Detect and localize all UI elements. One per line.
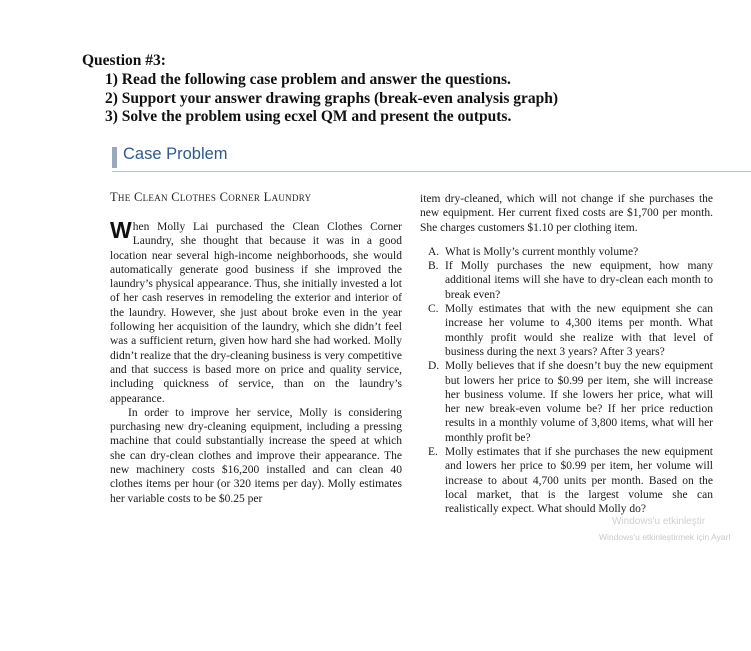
question-text: Molly estimates that if she purchases the new equipment and lowers her price to $0.99 per item, her volume will increase to about 4,700 units per month. Based on the local market, that is the largest volume she can realistically expect. What should Molly do? — [445, 446, 713, 516]
case-heading — [110, 190, 311, 205]
case-question-item — [420, 245, 713, 259]
question-text: If Molly purchases the new equipment, how many additional items will she have to dry-clean each month to break even? — [445, 260, 713, 301]
instruction-item: 1) Read the following case problem and answer the questions. — [105, 71, 511, 88]
section-divider — [112, 171, 751, 172]
question-text: Molly estimates that with the new equipment she can increase her volume to 4,300 items per month. What monthly profit would she realize with that level of business during the next 3 years? After 3 years? — [445, 303, 713, 358]
case-paragraph-1 — [110, 217, 402, 406]
question-letter: C. — [428, 303, 439, 316]
case-paragraph-continued: item dry-cleaned, which will not change if she purchases the new equipment. Her current fixed costs are $1,700 per month. She charges customers $1.10 per clothing item. — [420, 193, 713, 234]
case-questions — [420, 245, 713, 517]
activation-watermark-subtitle: Windows'u etkinleştirmek için Ayarl — [599, 532, 731, 542]
case-right-column — [420, 192, 713, 517]
question-letter: B. — [428, 260, 439, 273]
drop-cap: W — [110, 217, 132, 243]
case-question-item — [420, 259, 713, 302]
instruction-item: 3) Solve the problem using ecxel QM and present the outputs. — [105, 108, 512, 125]
case-question-item — [420, 302, 713, 359]
question-letter: A. — [428, 245, 440, 258]
case-question-item — [420, 359, 713, 445]
case-left-column — [110, 217, 402, 506]
case-problem-accent-bar — [112, 147, 117, 168]
activation-watermark-title: Windows'u etkinleştir — [612, 516, 706, 527]
question-title: Question #3: — [82, 52, 166, 69]
question-text: What is Molly’s current monthly volume? — [445, 245, 639, 258]
paragraph-1-text: hen Molly Lai purchased the Clean Clothes Corner Laundry, she thought that because it was in a good location near several high-income neighborhoods, she would automatically generate good business if she improved the laundry’s physical appearance. Thus, she initially invested a lot of her cash reserves in remodeling the exterior and interior of the laundry. However, she just about broke even in the year following her acquisition of the laundry, which she didn’t feel was a sufficient return, given how hard she had worked. Molly didn’t realize that the dry-cleaning business is very competitive and that success is based more on price and quality service, including quickness of service, than on the laundry’s appearance. — [110, 221, 402, 405]
case-question-item — [420, 445, 713, 516]
question-letter: D. — [428, 360, 440, 373]
instruction-list — [105, 71, 558, 127]
case-paragraph-2: In order to improve her service, Molly is considering purchasing new dry-cleaning equipment, including a pressing machine that could substantially increase the speed at which she can dry-clean clothes and improve their appearance. The new machinery costs $16,200 installed and can clean 40 clothes items per hour (or 320 items per day). Molly estimates her variable costs to be $0.25 per — [110, 406, 402, 505]
question-text: Molly believes that if she doesn’t buy the new equipment but lowers her price to $0.99 per item, she will increase her business volume. If she lowers her price, what will her new break-even volume be? If her price reduction results in a monthly volume of 3,800 items, what will her monthly profit be? — [445, 360, 713, 444]
case-heading-text: The Clean Clothes Corner Laundry — [110, 190, 312, 204]
question-letter: E. — [428, 446, 438, 459]
instruction-item: 2) Support your answer drawing graphs (break-even analysis graph) — [105, 89, 559, 107]
case-problem-label: Case Problem — [123, 145, 228, 163]
